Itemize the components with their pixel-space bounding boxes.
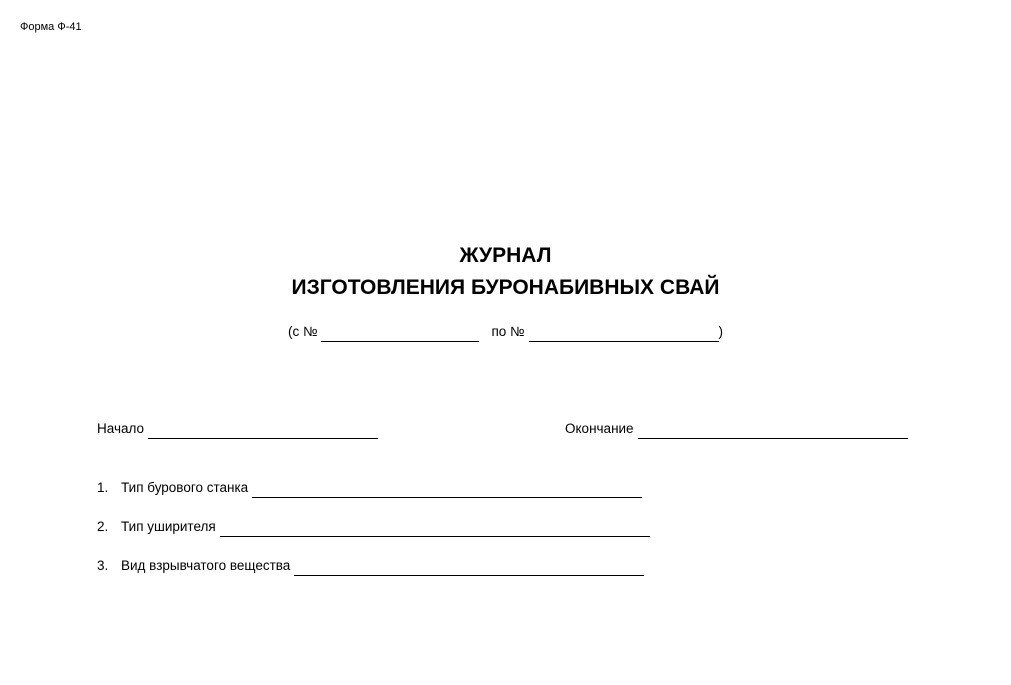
list-item xyxy=(97,478,642,498)
range-from-label: (с № xyxy=(288,324,318,339)
explosive-type-field[interactable] xyxy=(294,560,644,576)
item-label: Тип уширителя xyxy=(121,519,216,534)
form-code: Форма Ф-41 xyxy=(20,21,82,33)
document-subtitle: ИЗГОТОВЛЕНИЯ БУРОНАБИВНЫХ СВАЙ xyxy=(291,276,720,299)
end-field[interactable] xyxy=(638,423,908,439)
number-range xyxy=(288,322,723,342)
start-field[interactable] xyxy=(148,423,378,439)
reamer-type-field[interactable] xyxy=(220,521,650,537)
start-row xyxy=(97,419,378,439)
end-row xyxy=(565,419,908,439)
item-number: 3. xyxy=(97,558,109,573)
item-number: 2. xyxy=(97,519,109,534)
range-to-field[interactable] xyxy=(529,326,719,342)
end-label: Окончание xyxy=(565,421,634,436)
range-from-field[interactable] xyxy=(321,326,479,342)
item-label: Тип бурового станка xyxy=(121,480,249,495)
document-title: ЖУРНАЛ xyxy=(459,244,552,267)
item-label: Вид взрывчатого вещества xyxy=(121,558,291,573)
title-block xyxy=(0,240,1011,304)
range-to-label: по № xyxy=(491,324,525,339)
start-label: Начало xyxy=(97,421,145,436)
item-number: 1. xyxy=(97,480,109,495)
list-item xyxy=(97,517,650,537)
list-item xyxy=(97,556,644,576)
drill-rig-type-field[interactable] xyxy=(252,482,642,498)
range-close: ) xyxy=(718,324,724,339)
